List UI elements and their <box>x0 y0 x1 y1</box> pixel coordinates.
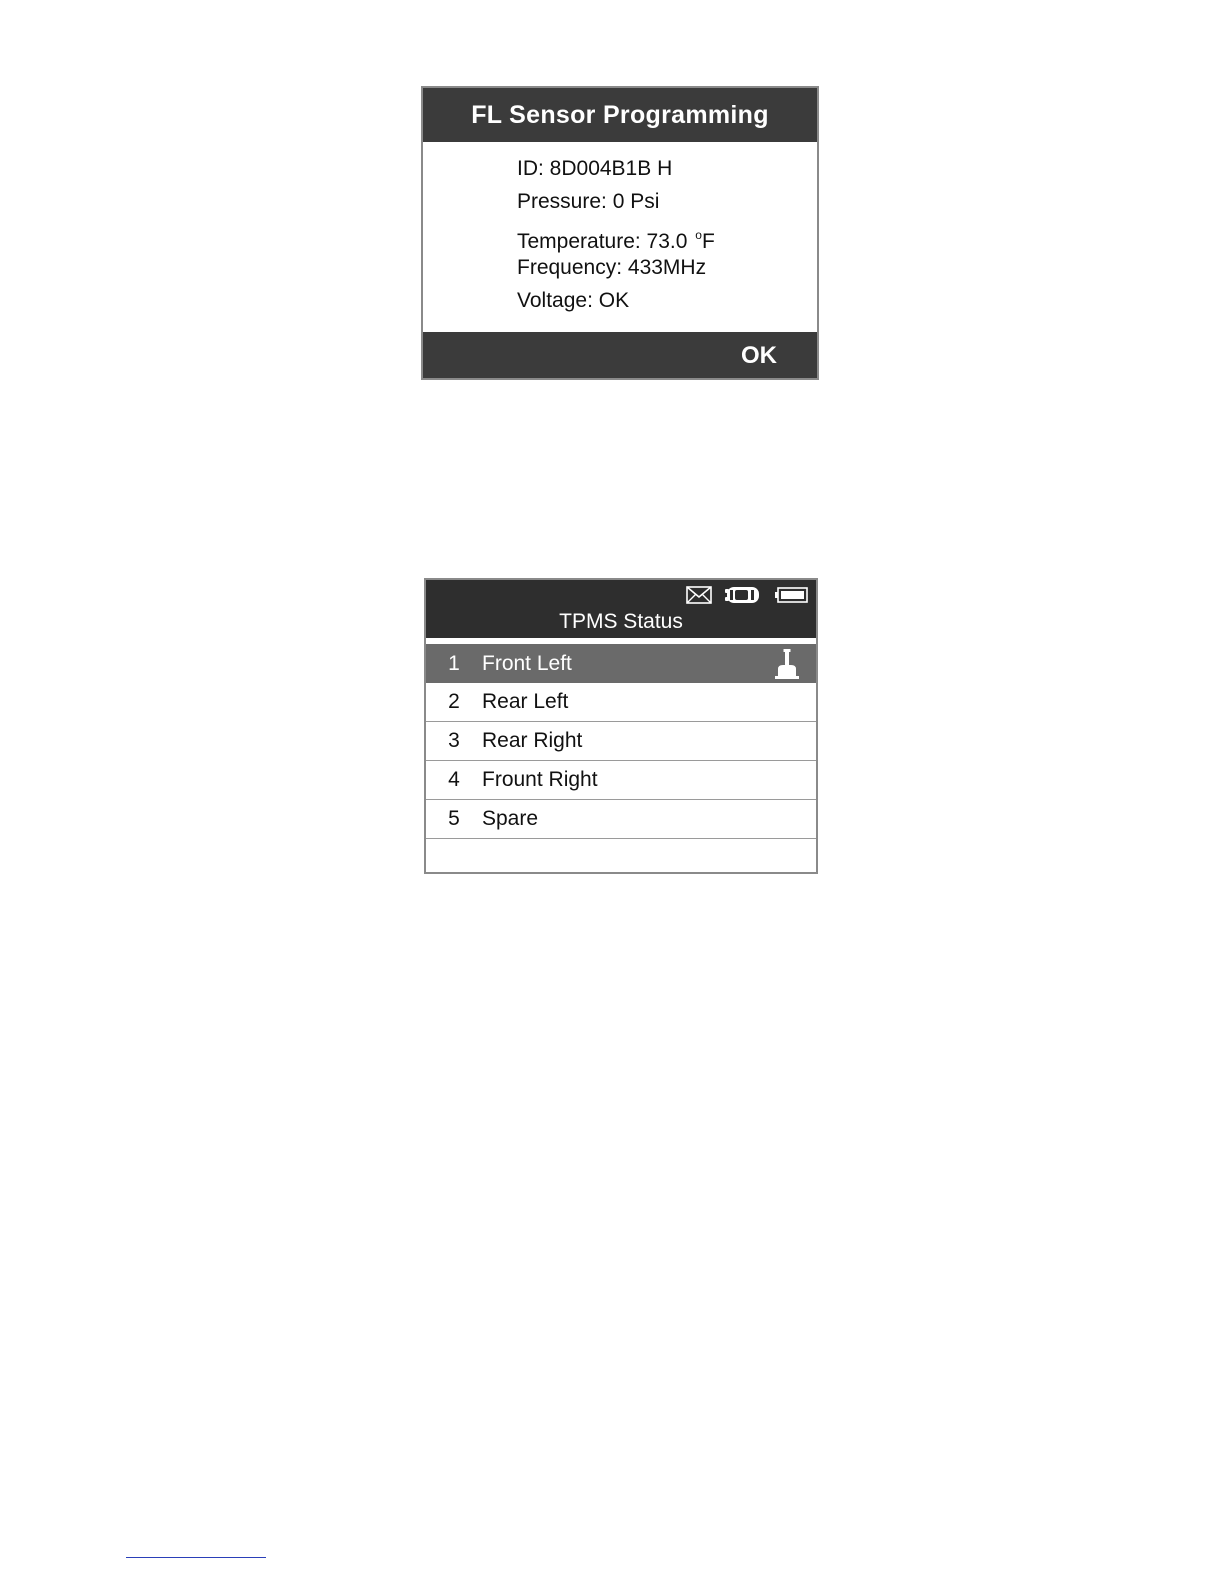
list-item-rear-right[interactable] <box>426 722 816 761</box>
tpms-title: TPMS Status <box>559 610 683 633</box>
item-label: Front Left <box>482 651 572 675</box>
ok-button[interactable]: OK <box>741 342 777 369</box>
item-number: 5 <box>448 807 460 830</box>
item-label: Frount Right <box>482 768 598 791</box>
battery-icon <box>774 587 808 608</box>
item-number: 3 <box>448 729 460 752</box>
screen-footer-bar <box>423 332 817 378</box>
sensor-temperature <box>517 220 715 253</box>
item-number: 1 <box>448 651 460 675</box>
item-label: Rear Right <box>482 729 583 752</box>
item-number: 4 <box>448 768 460 791</box>
sensor-info <box>517 154 715 319</box>
sensor-programming-screen <box>421 86 819 380</box>
sensor-pressure: Pressure: 0 Psi <box>517 190 660 213</box>
screen-title-bar <box>423 88 817 142</box>
sensor-id: ID: 8D004B1B H <box>517 157 673 180</box>
footer-link-underline <box>126 1557 266 1558</box>
wheel-list <box>426 644 816 877</box>
degree-symbol: o <box>695 228 702 242</box>
temperature-value: Temperature: 73.0 <box>517 230 694 253</box>
temperature-unit: F <box>701 230 715 253</box>
item-label: Spare <box>482 807 539 830</box>
sensor-voltage: Voltage: OK <box>517 289 630 312</box>
sensor-frequency: Frequency: 433MHz <box>517 256 707 279</box>
list-item-rear-left[interactable] <box>426 683 816 722</box>
list-item-front-right[interactable] <box>426 761 816 800</box>
status-icons <box>686 585 808 610</box>
screen-title: FL Sensor Programming <box>471 100 769 129</box>
car-icon <box>724 585 762 610</box>
item-label: Rear Left <box>482 690 569 713</box>
tpms-status-screen <box>424 578 818 874</box>
tpms-header <box>426 580 816 638</box>
list-item-empty <box>426 839 816 877</box>
item-number: 2 <box>448 690 460 713</box>
list-item-front-left[interactable] <box>426 644 816 683</box>
tpms-sensor-icon <box>774 648 800 686</box>
list-item-spare[interactable] <box>426 800 816 839</box>
mail-icon <box>686 586 712 609</box>
